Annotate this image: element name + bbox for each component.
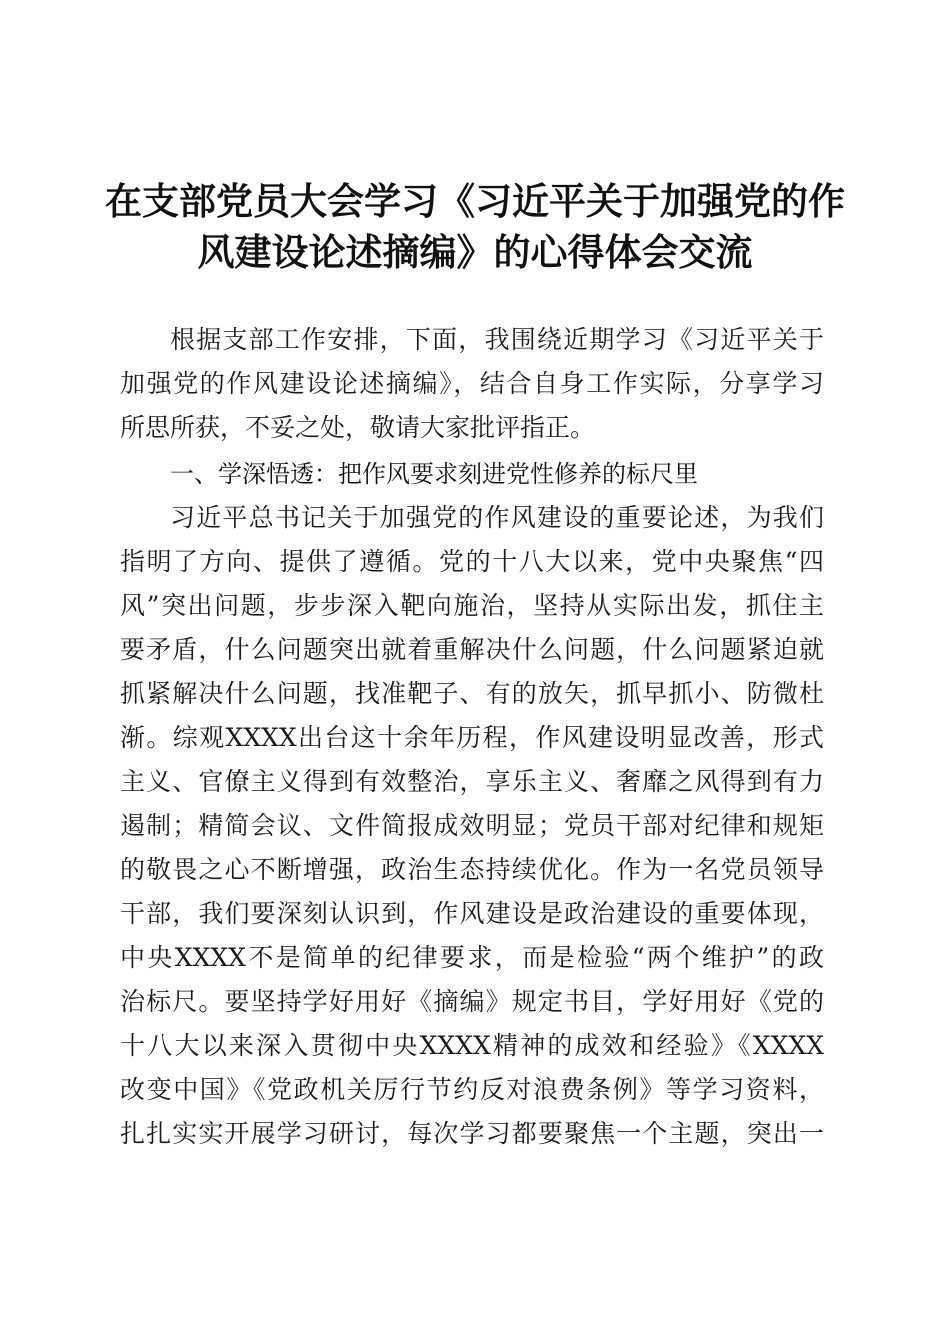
paragraph-line: 指明了方向、提供了遵循。党的十八大以来，党中央聚焦“四 (120, 547, 824, 576)
paragraph-line: 的敬畏之心不断增强，政治生态持续优化。作为一名党员领导 (120, 855, 824, 884)
paragraph-line: 改变中国》《党政机关厉行节约反对浪费条例》等学习资料， (120, 1075, 824, 1104)
paragraph-line: 抓紧解决什么问题，找准靶子、有的放矢，抓早抓小、防微杜 (120, 679, 824, 708)
title-line-2: 风建设论述摘编》的心得体会交流 (197, 230, 753, 274)
paragraph-line: 十八大以来深入贯彻中央XXXX精神的成效和经验》《XXXX (120, 1031, 824, 1060)
paragraph-line: 治标尺。要坚持学好用好《摘编》规定书目，学好用好《党的 (120, 987, 824, 1016)
title-line-1: 在支部党员大会学习《习近平关于加强党的作 (105, 179, 845, 223)
paragraph-line: 扎扎实实开展学习研讨，每次学习都要聚焦一个主题，突出一 (120, 1119, 824, 1148)
paragraph-line: 风”突出问题，步步深入靶向施治，坚持从实际出发，抓住主 (120, 591, 824, 620)
document-title (100, 176, 850, 278)
paragraph-line: 所思所获，不妥之处，敬请大家批评指正。 (120, 413, 596, 442)
paragraph-line: 渐。综观XXXX出台这十余年历程，作风建设明显改善，形式 (120, 723, 824, 752)
paragraph-line: 要矛盾，什么问题突出就着重解决什么问题，什么问题紧迫就 (120, 635, 824, 664)
paragraph-line: 加强党的作风建设论述摘编》，结合自身工作实际，分享学习 (120, 369, 824, 398)
section-heading-text: 一、学深悟透：把作风要求刻进党性修养的标尺里 (170, 460, 698, 488)
paragraph-line: 主义、官僚主义得到有效整治，享乐主义、奢靡之风得到有力 (120, 767, 824, 796)
paragraph-line: 中央XXXX不是简单的纪律要求，而是检验“两个维护”的政 (120, 943, 824, 972)
paragraph-line: 遏制；精简会议、文件简报成效明显；党员干部对纪律和规矩 (120, 811, 824, 840)
paragraph-line: 干部，我们要深刻认识到，作风建设是政治建设的重要体现， (120, 899, 824, 928)
paragraph-line: 习近平总书记关于加强党的作风建设的重要论述，为我们 (170, 503, 824, 532)
paragraph-line: 根据支部工作安排，下面，我围绕近期学习《习近平关于 (170, 325, 824, 354)
